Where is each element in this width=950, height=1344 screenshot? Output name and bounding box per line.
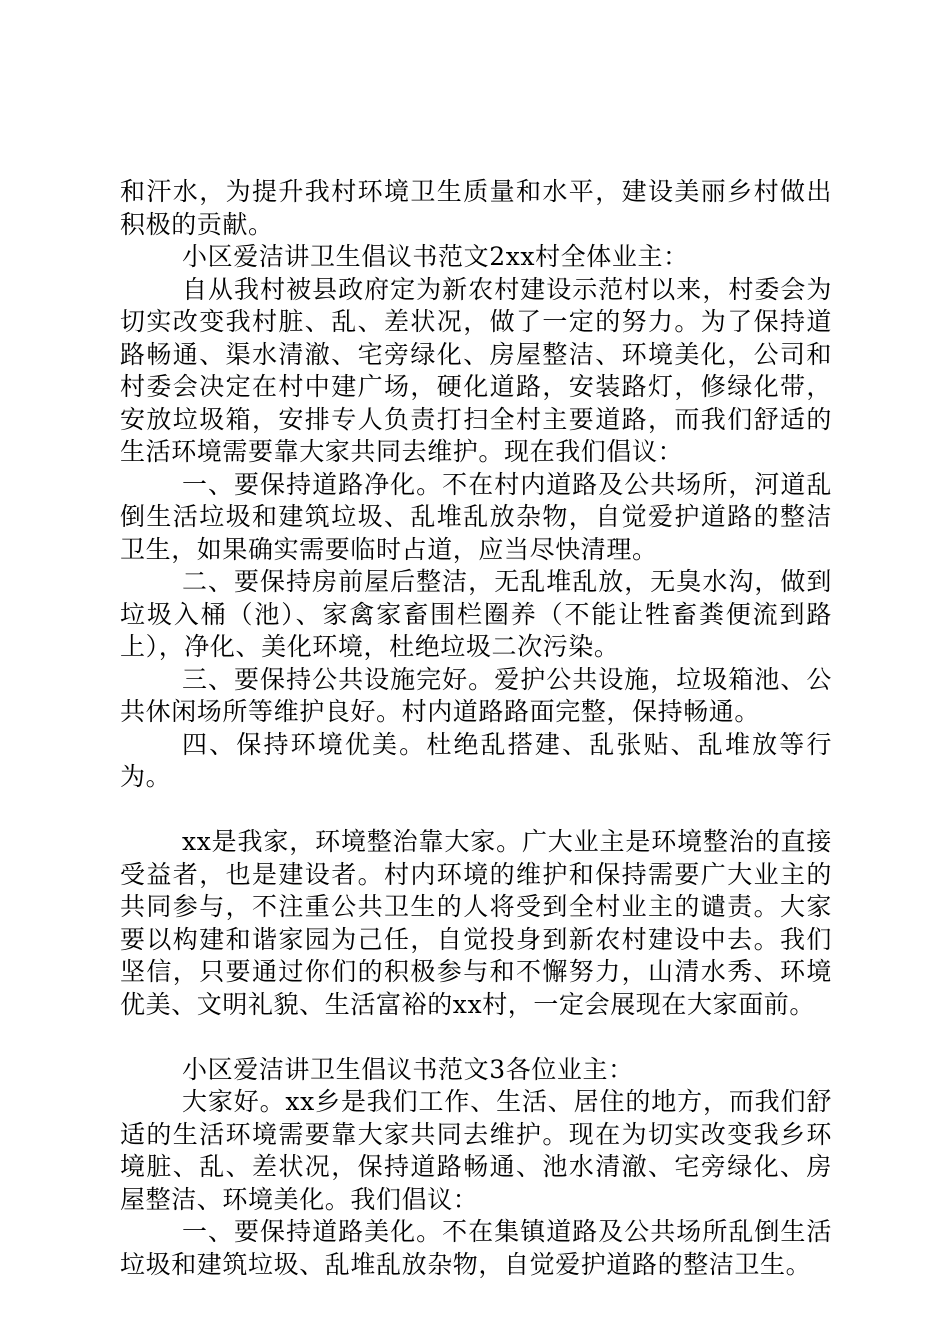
section-heading-2: 小区爱洁讲卫生倡议书范文2xx村全体业主： xyxy=(182,242,689,271)
paragraph-closing: xx是我家，环境整治靠大家。广大业主是环境整治的直接受益者，也是建设者。村内环境的维护和保持需要广大业主的共同参与，不注重公共卫生的人将受到全村业主的谴责。大家要以构建和谐家园为己任，自觉投身到新农村建设中去。我们坚信，只要通过你们的积极参与和不懈努力，山清水秀、环境优美、文明礼貌、生活富裕的xx村，一定会展现在大家面前。 xyxy=(120,827,832,1019)
proposal-item-1-b: 一、要保持道路美化。不在集镇道路及公共场所乱倒生活垃圾和建筑垃圾、乱堆乱放杂物，自觉爱护道路的整洁卫生。 xyxy=(120,1217,832,1279)
paragraph-greeting: 大家好。xx乡是我们工作、生活、居住的地方，而我们舒适的生活环境需要靠大家共同去维护。现在为切实改变我乡环境脏、乱、差状况，保持道路畅通、池水清澈、宅旁绿化、房屋整洁、环境美化。我们倡议： xyxy=(120,1087,832,1214)
paragraph-gap xyxy=(120,794,832,827)
document-body xyxy=(120,176,832,1281)
paragraph-intro: 自从我村被县政府定为新农村建设示范村以来，村委会为切实改变我村脏、乱、差状况，做了一定的努力。为了保持道路畅通、渠水清澈、宅旁绿化、房屋整洁、环境美化，公司和村委会决定在村中建广场，硬化道路，安装路灯，修绿化带，安放垃圾箱，安排专人负责打扫全村主要道路，而我们舒适的生活环境需要靠大家共同去维护。现在我们倡议： xyxy=(120,274,832,466)
section-heading-3: 小区爱洁讲卫生倡议书范文3各位业主： xyxy=(182,1054,634,1084)
paragraph-continuation: 和汗水，为提升我村环境卫生质量和水平，建设美丽乡村做出积极的贡献。 xyxy=(120,177,832,239)
proposal-item-3: 三、要保持公共设施完好。爱护公共设施，垃圾箱池、公共休闲场所等维护良好。村内道路路面完整，保持畅通。 xyxy=(120,664,832,726)
proposal-item-2: 二、要保持房前屋后整洁，无乱堆乱放，无臭水沟，做到垃圾入桶（池）、家禽家畜围栏圈养（不能让牲畜粪便流到路上），净化、美化环境，杜绝垃圾二次污染。 xyxy=(120,567,832,661)
proposal-item-1: 一、要保持道路净化。不在村内道路及公共场所，河道乱倒生活垃圾和建筑垃圾、乱堆乱放杂物，自觉爱护道路的整洁卫生，如果确实需要临时占道，应当尽快清理。 xyxy=(120,469,832,564)
proposal-item-4: 四、保持环境优美。杜绝乱搭建、乱张贴、乱堆放等行为。 xyxy=(120,729,832,791)
paragraph-gap xyxy=(120,1021,832,1054)
